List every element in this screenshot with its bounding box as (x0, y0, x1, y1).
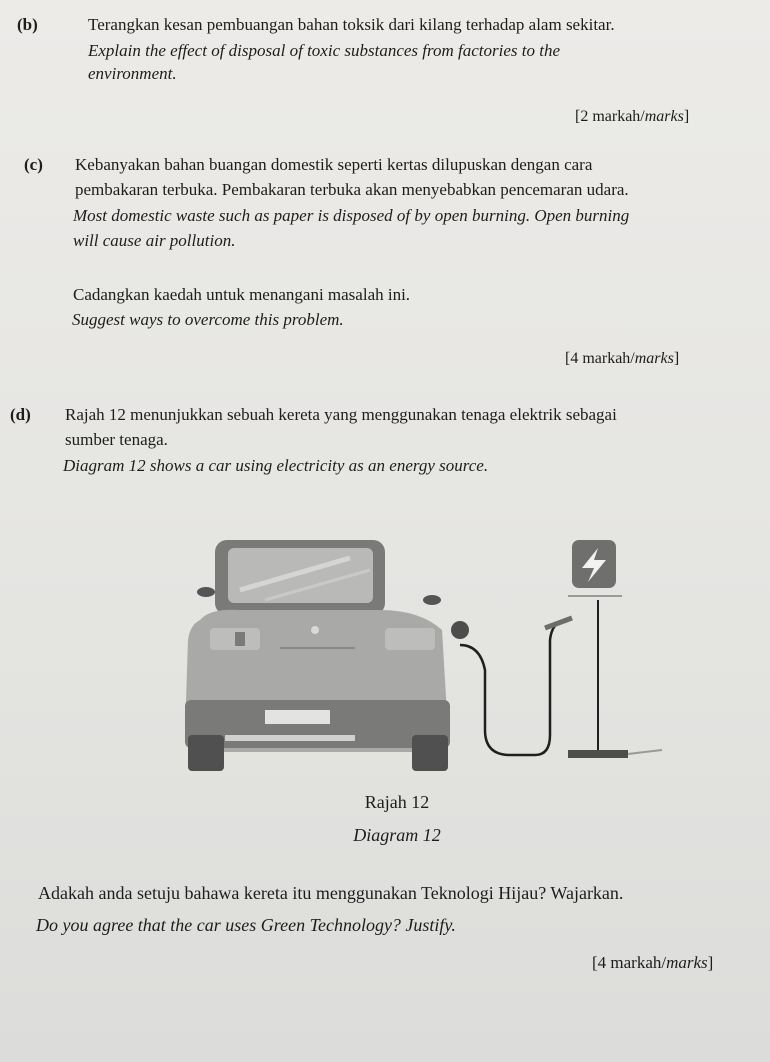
section-b-question-ms: Terangkan kesan pembuangan bahan toksik dari kilang terhadap alam sekitar. (88, 15, 615, 34)
section-d-question-en: Do you agree that the car uses Green Technology? Justify. (36, 915, 456, 935)
section-c-text-en-1: Most domestic waste such as paper is disposed of by open burning. Open burning (73, 206, 630, 225)
section-c-label: (c) (24, 155, 43, 174)
section-d-marks: [4 markah/marks] (592, 953, 714, 972)
section-d-text-en-1: Diagram 12 shows a car using electricity as an energy source. (63, 456, 489, 475)
section-d-question-ms: Adakah anda setuju bahawa kereta itu menggunakan Teknologi Hijau? Wajarkan. (38, 883, 624, 903)
section-c-text-ms-2: pembakaran terbuka. Pembakaran terbuka akan menyebabkan pencemaran udara. (75, 180, 629, 199)
charging-station (568, 540, 662, 758)
section-c-text-en-2: will cause air pollution. (73, 231, 236, 250)
section-d-text-ms-1: Rajah 12 menunjukkan sebuah kereta yang menggunakan tenaga elektrik sebagai (65, 405, 617, 424)
section-c-question-ms: Cadangkan kaedah untuk menangani masalah ini. (73, 285, 411, 304)
section-c-question-en: Suggest ways to overcome this problem. (72, 310, 344, 329)
section-b-question-en: Explain the effect of disposal of toxic substances from factories to the (88, 41, 560, 60)
section-d-text-ms-2: sumber tenaga. (65, 430, 168, 449)
section-c-marks: [4 markah/marks] (565, 350, 680, 367)
diagram-caption-en: Diagram 12 (353, 825, 441, 845)
section-b-question-en-cont: environment. (88, 64, 177, 83)
diagram-12-ev-charging (180, 530, 670, 780)
charging-port (451, 621, 469, 639)
electric-car-illustration (185, 540, 450, 771)
section-b-marks: [2 markah/marks] (575, 108, 690, 125)
section-b-label: (b) (17, 15, 38, 34)
section-d-label: (d) (10, 405, 31, 424)
charging-cable (460, 620, 565, 755)
section-c-text-ms-1: Kebanyakan bahan buangan domestik seperti kertas dilupuskan dengan cara (75, 155, 593, 174)
charging-plug (545, 618, 572, 628)
diagram-caption-ms: Rajah 12 (364, 792, 430, 812)
